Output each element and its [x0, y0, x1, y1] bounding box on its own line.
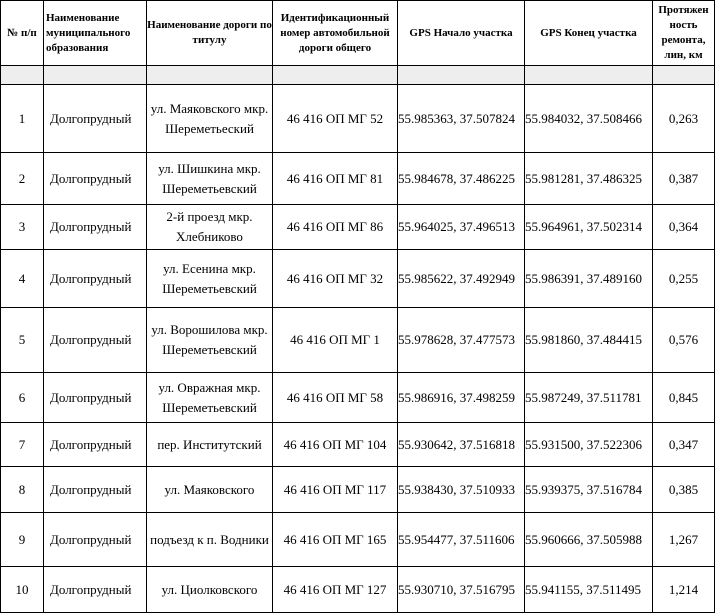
cell-length: 0,385 [653, 467, 715, 513]
cell-num: 10 [1, 567, 44, 613]
cell-road: ул. Шишкина мкр. Шереметьевский [147, 153, 273, 205]
cell-length: 0,347 [653, 423, 715, 467]
cell-road-id: 46 416 ОП МГ 81 [273, 153, 398, 205]
cell-municipality: Долгопрудный [44, 467, 147, 513]
table-row [1, 85, 715, 153]
cell-gps-start: 55.986916, 37.498259 [398, 373, 525, 423]
cell-municipality: Долгопрудный [44, 423, 147, 467]
cell-length: 1,214 [653, 567, 715, 613]
cell-gps-end: 55.941155, 37.511495 [525, 567, 653, 613]
spacer-cell [1, 66, 44, 85]
cell-length: 0,387 [653, 153, 715, 205]
cell-num: 4 [1, 250, 44, 308]
header-row [1, 1, 715, 66]
cell-length: 0,364 [653, 205, 715, 250]
table-row [1, 467, 715, 513]
cell-road: подъезд к п. Водники [147, 513, 273, 567]
cell-municipality: Долгопрудный [44, 85, 147, 153]
cell-gps-start: 55.985363, 37.507824 [398, 85, 525, 153]
cell-num: 7 [1, 423, 44, 467]
cell-road-id: 46 416 ОП МГ 86 [273, 205, 398, 250]
cell-road-id: 46 416 ОП МГ 104 [273, 423, 398, 467]
cell-road: 2-й проезд мкр. Хлебниково [147, 205, 273, 250]
cell-road: ул. Маяковского [147, 467, 273, 513]
cell-municipality: Долгопрудный [44, 308, 147, 373]
cell-road-id: 46 416 ОП МГ 58 [273, 373, 398, 423]
cell-municipality: Долгопрудный [44, 250, 147, 308]
cell-gps-end: 55.960666, 37.505988 [525, 513, 653, 567]
cell-num: 8 [1, 467, 44, 513]
cell-municipality: Долгопрудный [44, 153, 147, 205]
cell-road-id: 46 416 ОП МГ 127 [273, 567, 398, 613]
cell-gps-start: 55.930642, 37.516818 [398, 423, 525, 467]
cell-gps-start: 55.978628, 37.477573 [398, 308, 525, 373]
cell-length: 0,263 [653, 85, 715, 153]
cell-length: 0,255 [653, 250, 715, 308]
cell-road-id: 46 416 ОП МГ 117 [273, 467, 398, 513]
cell-road-id: 46 416 ОП МГ 1 [273, 308, 398, 373]
cell-road-id: 46 416 ОП МГ 52 [273, 85, 398, 153]
cell-gps-start: 55.964025, 37.496513 [398, 205, 525, 250]
cell-gps-end: 55.964961, 37.502314 [525, 205, 653, 250]
spacer-cell [653, 66, 715, 85]
cell-num: 5 [1, 308, 44, 373]
cell-gps-start: 55.954477, 37.511606 [398, 513, 525, 567]
cell-gps-end: 55.939375, 37.516784 [525, 467, 653, 513]
cell-length: 0,845 [653, 373, 715, 423]
spacer-cell [398, 66, 525, 85]
cell-gps-end: 55.987249, 37.511781 [525, 373, 653, 423]
table-row [1, 308, 715, 373]
cell-municipality: Долгопрудный [44, 567, 147, 613]
cell-road: ул. Маяковского мкр. Шереметьеский [147, 85, 273, 153]
header-road-id: Идентификационный номер автомобильной дороги общего [273, 1, 398, 66]
cell-gps-start: 55.938430, 37.510933 [398, 467, 525, 513]
header-municipality: Наименование муниципального образования [44, 1, 147, 66]
cell-gps-start: 55.930710, 37.516795 [398, 567, 525, 613]
cell-length: 0,576 [653, 308, 715, 373]
cell-num: 9 [1, 513, 44, 567]
cell-length: 1,267 [653, 513, 715, 567]
header-road-name: Наименование дороги по титулу [147, 1, 273, 66]
header-gps-end: GPS Конец участка [525, 1, 653, 66]
table-row [1, 513, 715, 567]
spacer-cell [147, 66, 273, 85]
cell-municipality: Долгопрудный [44, 205, 147, 250]
cell-gps-end: 55.931500, 37.522306 [525, 423, 653, 467]
cell-num: 6 [1, 373, 44, 423]
table-row [1, 373, 715, 423]
cell-road: ул. Циолковского [147, 567, 273, 613]
spacer-cell [44, 66, 147, 85]
table-row [1, 205, 715, 250]
spacer-cell [273, 66, 398, 85]
header-num: № п/п [1, 1, 44, 66]
cell-road-id: 46 416 ОП МГ 165 [273, 513, 398, 567]
cell-municipality: Долгопрудный [44, 373, 147, 423]
cell-num: 1 [1, 85, 44, 153]
cell-num: 2 [1, 153, 44, 205]
table-row [1, 423, 715, 467]
header-gps-start: GPS Начало участка [398, 1, 525, 66]
table-row [1, 250, 715, 308]
cell-road: пер. Институтский [147, 423, 273, 467]
table-row [1, 153, 715, 205]
cell-gps-start: 55.984678, 37.486225 [398, 153, 525, 205]
spacer-cell [525, 66, 653, 85]
cell-gps-end: 55.981281, 37.486325 [525, 153, 653, 205]
header-spacer-row [1, 66, 715, 85]
header-length: Протяжен ность ремонта, лин, км [653, 1, 715, 66]
cell-municipality: Долгопрудный [44, 513, 147, 567]
cell-gps-end: 55.986391, 37.489160 [525, 250, 653, 308]
cell-road: ул. Овражная мкр. Шереметьевский [147, 373, 273, 423]
cell-road: ул. Есенина мкр. Шереметьевский [147, 250, 273, 308]
cell-num: 3 [1, 205, 44, 250]
cell-road-id: 46 416 ОП МГ 32 [273, 250, 398, 308]
cell-road: ул. Ворошилова мкр. Шереметьевский [147, 308, 273, 373]
cell-gps-end: 55.981860, 37.484415 [525, 308, 653, 373]
cell-gps-end: 55.984032, 37.508466 [525, 85, 653, 153]
cell-gps-start: 55.985622, 37.492949 [398, 250, 525, 308]
